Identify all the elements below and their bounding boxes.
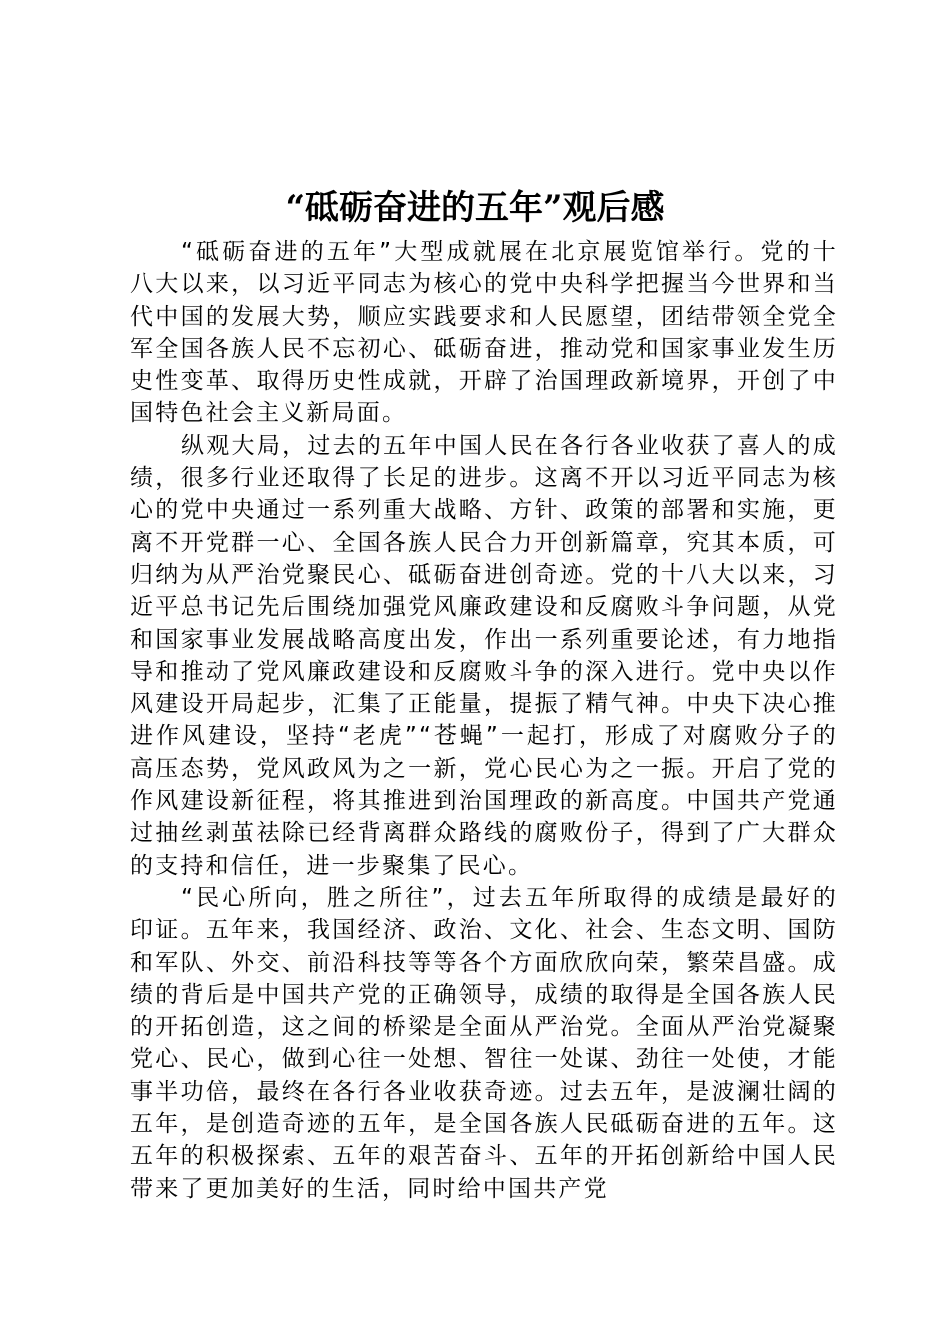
document-title: “砥砺奋进的五年”观后感 [285, 188, 665, 228]
paragraph-3: “民心所向，胜之所往”，过去五年所取得的成绩是最好的印证。五年来，我国经济、政治、文化、社会、生态文明、国防和军队、外交、前沿科技等等各个方面欣欣向荣，繁荣昌盛。成绩的背后是中国共产党的正确领导，成绩的取得是全国各族人民的开拓创造，这之间的桥梁是全面从严治党。全面从严治党凝聚党心、民心，做到心往一处想、智往一处谋、劲往一处使，才能事半功倍，最终在各行各业收获奇迹。过去五年，是波澜壮阔的五年，是创造奇迹的五年，是全国各族人民砥砺奋进的五年。这五年的积极探索、五年的艰苦奋斗、五年的开拓创新给中国人民带来了更加美好的生活，同时给中国共产党 [130, 884, 838, 1202]
paragraph-1: “砥砺奋进的五年”大型成就展在北京展览馆举行。党的十八大以来，以习近平同志为核心的党中央科学把握当今世界和当代中国的发展大势，顺应实践要求和人民愿望，团结带领全党全军全国各族人民不忘初心、砥砺奋进，推动党和国家事业发生历史性变革、取得历史性成就，开辟了治国理政新境界，开创了中国特色社会主义新局面。 [130, 239, 838, 427]
paragraph-2: 纵观大局，过去的五年中国人民在各行各业收获了喜人的成绩，很多行业还取得了长足的进步。这离不开以习近平同志为核心的党中央通过一系列重大战略、方针、政策的部署和实施，更离不开党群一心、全国各族人民合力开创新篇章，究其本质，可归纳为从严治党聚民心、砥砺奋进创奇迹。党的十八大以来，习近平总书记先后围绕加强党风廉政建设和反腐败斗争问题，从党和国家事业发展战略高度出发，作出一系列重要论述，有力地指导和推动了党风廉政建设和反腐败斗争的深入进行。党中央以作风建设开局起步，汇集了正能量，提振了精气神。中央下决心推进作风建设，坚持“老虎”“苍蝇”一起打，形成了对腐败分子的高压态势，党风政风为之一新，党心民心为之一振。开启了党的作风建设新征程，将其推进到治国理政的新高度。中国共产党通过抽丝剥茧祛除已经背离群众路线的腐败份子，得到了广大群众的支持和信任，进一步聚集了民心。 [130, 432, 838, 879]
document-body [130, 236, 838, 1205]
